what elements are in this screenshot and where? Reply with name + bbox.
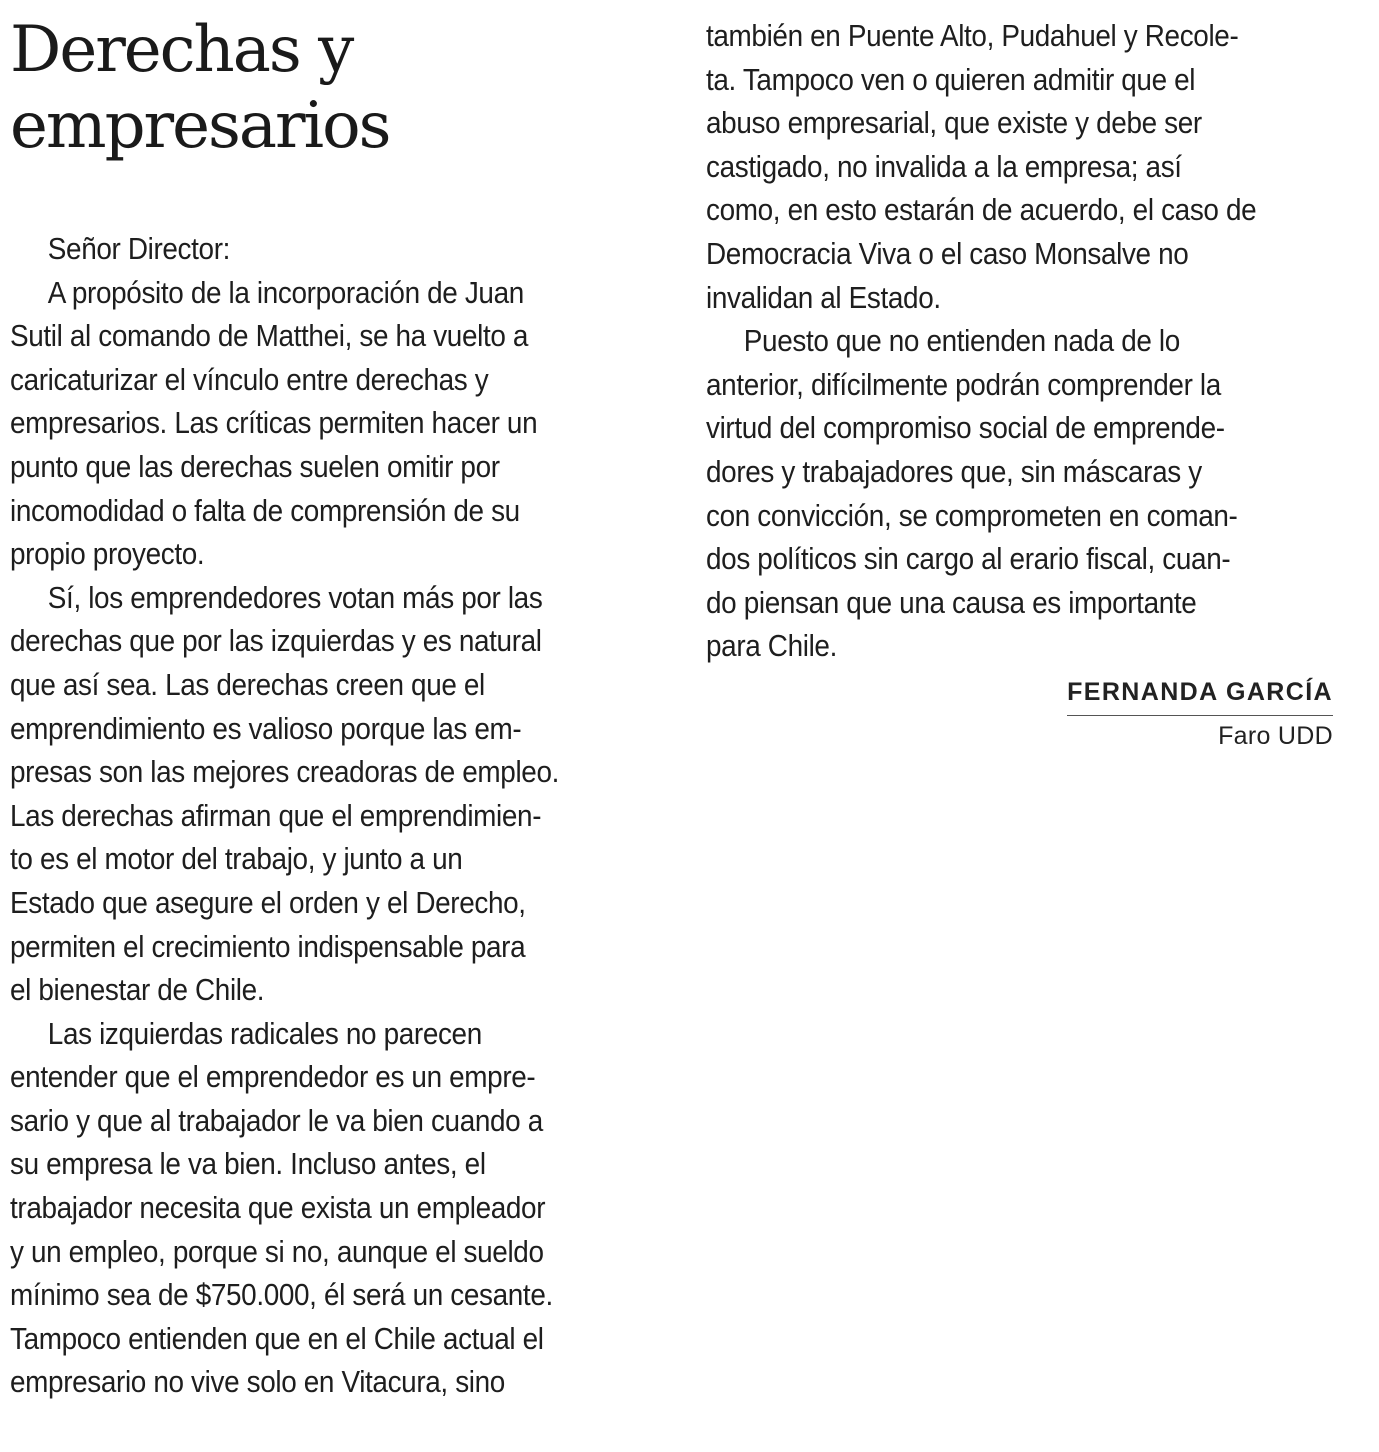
- text-line: Señor Director:: [47, 231, 231, 266]
- text-line: Estado que asegure el orden y el Derecho,: [10, 884, 526, 920]
- text-line: do piensan que una causa es importante: [706, 584, 1197, 620]
- author-organization: Faro UDD: [1218, 722, 1333, 750]
- text-line: incomodidad o falta de comprensión de su: [10, 492, 520, 528]
- text-line: Las izquierdas radicales no parecen: [47, 1015, 482, 1051]
- text-line: to es el motor del trabajo, y junto a un: [10, 841, 463, 877]
- text-line: para Chile.: [706, 628, 837, 664]
- text-line: sario y que al trabajador le va bien cuando a: [10, 1102, 543, 1138]
- text-line: emprendimiento es valioso porque las em-: [10, 710, 522, 746]
- text-line: como, en esto estarán de acuerdo, el caso de: [706, 192, 1257, 228]
- author-name: FERNANDA GARCÍA: [1067, 678, 1333, 716]
- text-line: el bienestar de Chile.: [10, 972, 265, 1008]
- text-line: dos políticos sin cargo al erario fiscal, cuan-: [706, 541, 1231, 577]
- text-line: entender que el emprendedor es un empre-: [10, 1059, 536, 1095]
- text-line: que así sea. Las derechas creen que el: [10, 666, 485, 702]
- text-line: presas son las mejores creadoras de empleo.: [10, 754, 560, 790]
- text-line: abuso empresarial, que existe y debe ser: [706, 105, 1202, 141]
- text-line: trabajador necesita que exista un empleador: [10, 1190, 546, 1226]
- headline: [10, 12, 650, 164]
- text-line: invalidan al Estado.: [706, 279, 941, 315]
- text-line: Tampoco entienden que en el Chile actual el: [10, 1320, 544, 1356]
- right-column: [706, 14, 1332, 668]
- text-line: castigado, no invalida a la empresa; así: [706, 148, 1182, 184]
- text-line: propio proyecto.: [10, 536, 205, 572]
- text-line: mínimo sea de $750.000, él será un cesante.: [10, 1277, 553, 1313]
- text-line: virtud del compromiso social de emprende-: [706, 410, 1225, 446]
- text-line: dores y trabajadores que, sin máscaras y: [706, 453, 1202, 489]
- headline-line-2: empresarios: [10, 89, 390, 163]
- text-line: Sutil al comando de Matthei, se ha vuelto a: [10, 318, 529, 354]
- text-line: empresarios. Las críticas permiten hacer un: [10, 405, 538, 441]
- left-column: [10, 227, 636, 1404]
- text-line: también en Puente Alto, Pudahuel y Recole-: [706, 18, 1239, 53]
- signature-block: [1067, 678, 1333, 751]
- text-line: A propósito de la incorporación de Juan: [47, 274, 524, 310]
- text-line: con convicción, se comprometen en coman-: [706, 497, 1238, 533]
- text-line: ta. Tampoco ven o quieren admitir que el: [706, 61, 1196, 97]
- text-line: Democracia Viva o el caso Monsalve no: [706, 235, 1189, 271]
- text-line: su empresa le va bien. Incluso antes, el: [10, 1146, 486, 1182]
- text-line: anterior, difícilmente podrán comprender la: [706, 366, 1221, 402]
- text-line: punto que las derechas suelen omitir por: [10, 448, 500, 484]
- text-line: permiten el crecimiento indispensable para: [10, 928, 526, 964]
- text-line: caricaturizar el vínculo entre derechas y: [10, 361, 489, 397]
- text-line: Las derechas afirman que el emprendimien-: [10, 797, 542, 833]
- text-line: derechas que por las izquierdas y es natural: [10, 623, 542, 659]
- text-line: Sí, los emprendedores votan más por las: [47, 579, 543, 615]
- text-line: empresario no vive solo en Vitacura, sino: [10, 1364, 505, 1400]
- text-line: y un empleo, porque si no, aunque el sueldo: [10, 1233, 544, 1269]
- text-line: Puesto que no entienden nada de lo: [743, 323, 1180, 359]
- headline-line-1: Derechas y: [10, 13, 353, 87]
